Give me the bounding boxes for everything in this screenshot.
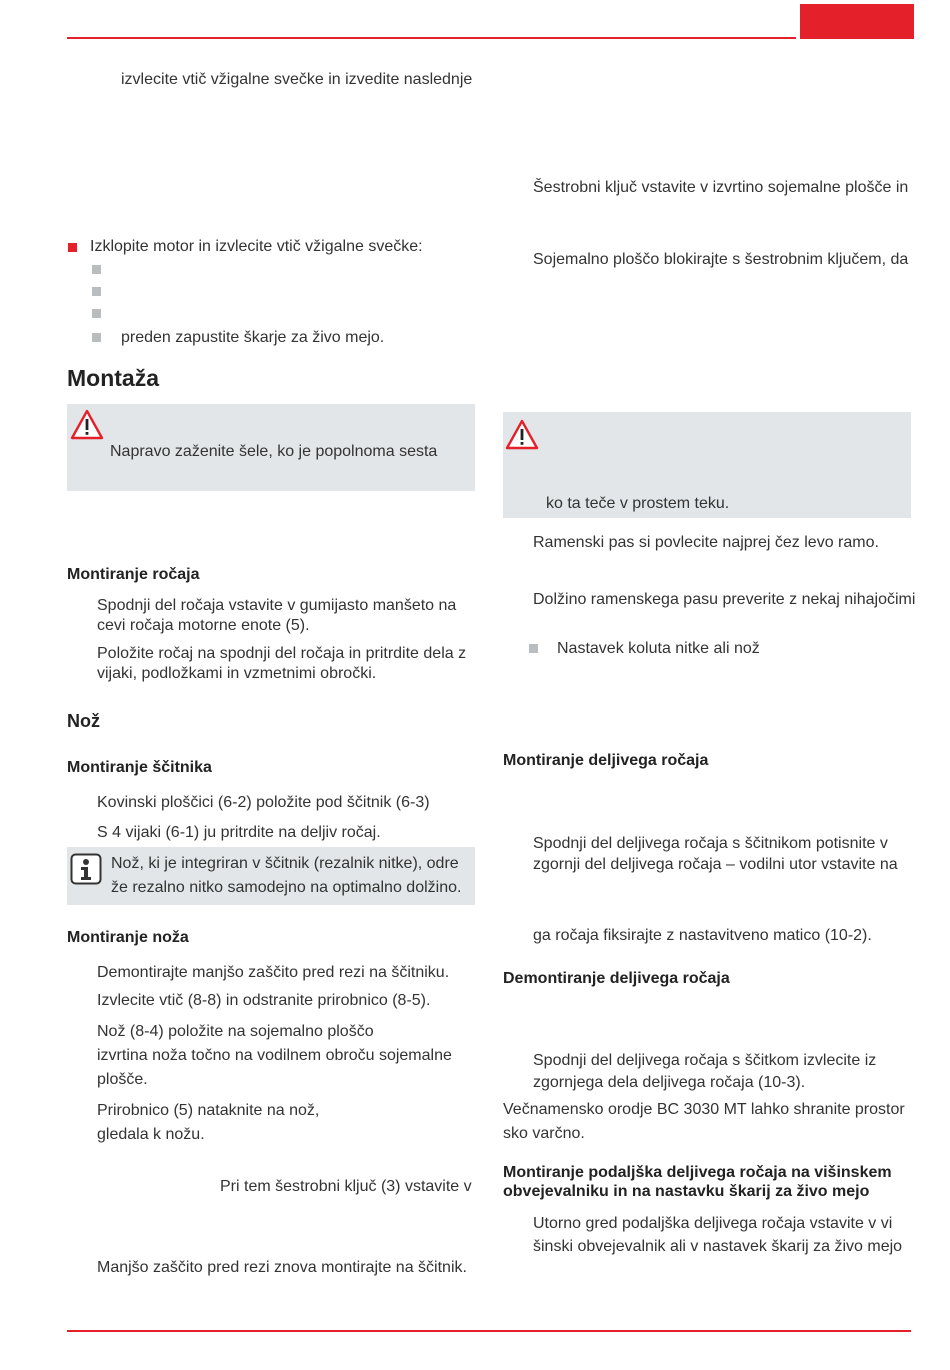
subheading-montiranje-deljivega-rocaja: Montiranje deljivega ročaja [503, 752, 709, 769]
paragraph-line: izvrtina noža točno na vodilnem obroču sojemalne [97, 1047, 452, 1064]
header-page-tab [800, 4, 914, 39]
paragraph-line: Večnamensko orodje BC 3030 MT lahko shranite prostor [503, 1101, 905, 1118]
paragraph-line: vijaki, podložkami in vzmetnimi obročki. [97, 665, 377, 682]
info-text-line: že rezalno nitko samodejno na optimalno dolžino. [111, 879, 462, 896]
sub-bullet-text: preden zapustite škarje za živo mejo. [121, 329, 385, 346]
paragraph-line: Ramenski pas si povlecite najprej čez levo ramo. [533, 534, 879, 551]
paragraph-line: Spodnji del deljivega ročaja s ščitnikom potisnite v [533, 835, 888, 852]
warning-text: ko ta teče v prostem teku. [546, 495, 730, 512]
sub-bullet-icon [529, 644, 538, 653]
paragraph-line: Demontirajte manjšo zaščito pred rezi na ščitniku. [97, 964, 450, 981]
info-icon [70, 853, 102, 885]
info-text-line: Nož, ki je integriran v ščitnik (rezalnik nitke), odre [111, 855, 459, 872]
warning-text: Napravo zaženite šele, ko je popolnoma sesta [110, 443, 438, 460]
paragraph-line: sko varčno. [503, 1125, 585, 1142]
paragraph-line: Nož (8-4) položite na sojemalno ploščo [97, 1023, 374, 1040]
paragraph-line: šinski obvejevalnik ali v nastavek škarij za živo mejo [533, 1238, 903, 1255]
paragraph-line: plošče. [97, 1071, 148, 1088]
paragraph-line: Šestrobni ključ vstavite v izvrtino sojemalne plošče in [533, 179, 909, 196]
paragraph-line: gledala k nožu. [97, 1126, 205, 1143]
sub-bullet-icon [92, 287, 101, 296]
paragraph-line: Kovinski ploščici (6-2) položite pod ščitnik (6-3) [97, 794, 430, 811]
warning-triangle-icon [505, 419, 539, 451]
warning-box [67, 404, 475, 491]
paragraph-line: ga ročaja fiksirajte z nastavitveno matico (10-2). [533, 927, 872, 944]
paragraph-line: Sojemalno ploščo blokirajte s šestrobnim ključem, da [533, 251, 909, 268]
paragraph-line: Pri tem šestrobni ključ (3) vstavite v [220, 1178, 472, 1195]
paragraph-line: zgornjega dela deljivega ročaja (10-3). [533, 1074, 806, 1091]
section-heading-noz: Nož [67, 711, 100, 731]
subheading-podaljsek-line: obvejevalniku in na nastavku škarij za živo mejo [503, 1183, 870, 1200]
bullet-square-icon [68, 243, 77, 252]
subheading-demontiranje-deljivega-rocaja: Demontiranje deljivega ročaja [503, 970, 730, 987]
paragraph-line: Spodnji del deljivega ročaja s ščitkom izvlecite iz [533, 1052, 877, 1069]
footer-rule [67, 1330, 911, 1332]
sub-bullet-icon [92, 309, 101, 318]
sub-bullet-icon [92, 265, 101, 274]
warning-triangle-icon [70, 409, 104, 441]
paragraph-line: Dolžino ramenskega pasu preverite z nekaj nihajočimi [533, 591, 916, 608]
paragraph-line: cevi ročaja motorne enote (5). [97, 617, 310, 634]
subheading-podaljsek-line: Montiranje podaljška deljivega ročaja na višinskem [503, 1164, 892, 1181]
section-heading-montaza: Montaža [67, 365, 159, 391]
paragraph-line: Utorno gred podaljška deljivega ročaja vstavite v vi [533, 1215, 893, 1232]
header-rule [67, 37, 796, 39]
paragraph-line: Manjšo zaščito pred rezi znova montirajte na ščitnik. [97, 1259, 467, 1276]
paragraph-line: Spodnji del ročaja vstavite v gumijasto manšeto na [97, 597, 457, 614]
paragraph-line: Položite ročaj na spodnji del ročaja in pritrdite dela z [97, 645, 467, 662]
bullet-main-text: Izklopite motor in izvlecite vtič vžigalne svečke: [90, 238, 423, 255]
paragraph-line: Izvlecite vtič (8-8) in odstranite prirobnico (8-5). [97, 992, 431, 1009]
bullet-text: Nastavek koluta nitke ali nož [557, 640, 760, 657]
warning-box [503, 412, 911, 518]
paragraph-line: zgornji del deljivega ročaja – vodilni utor vstavite na [533, 856, 898, 873]
paragraph-line: S 4 vijaki (6-1) ju pritrdite na deljiv ročaj. [97, 824, 381, 841]
subheading-montiranje-scitnika: Montiranje ščitnika [67, 759, 212, 776]
info-box [67, 847, 475, 905]
intro-text: izvlecite vtič vžigalne svečke in izvedite naslednje [121, 71, 473, 88]
paragraph-line: Prirobnico (5) nataknite na nož, [97, 1102, 320, 1119]
subheading-montiranje-noza: Montiranje noža [67, 929, 189, 946]
sub-bullet-icon [92, 333, 101, 342]
subheading-montiranje-rocaja: Montiranje ročaja [67, 566, 200, 583]
